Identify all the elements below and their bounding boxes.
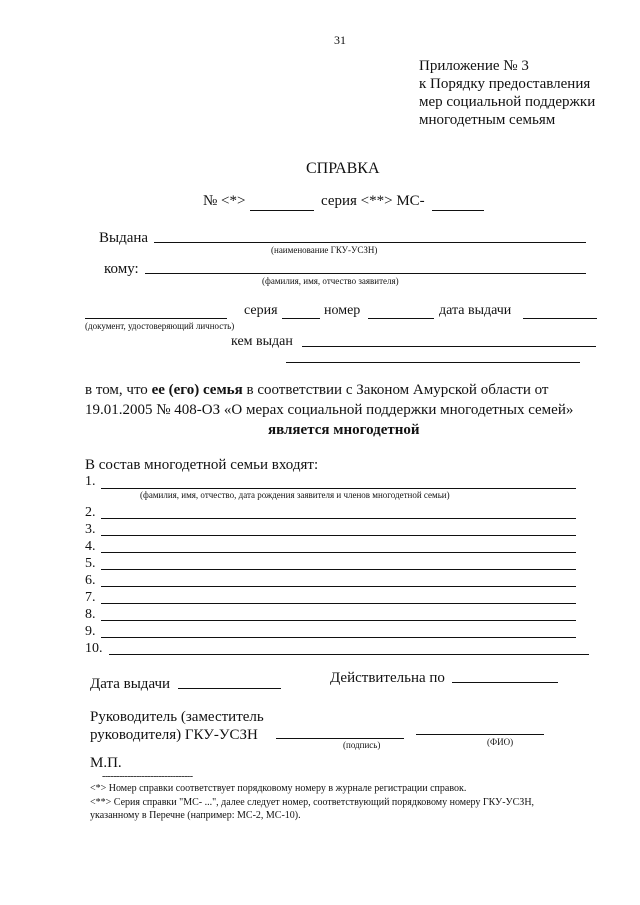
issued-caption: (наименование ГКУ-УСЗН) xyxy=(271,245,378,255)
family-member-field-9[interactable] xyxy=(101,637,576,638)
id-series-field[interactable] xyxy=(282,318,320,319)
certificate-number-field[interactable] xyxy=(250,210,314,211)
footnote-separator: -------------------------------- xyxy=(102,771,193,782)
family-member-field-3[interactable] xyxy=(101,535,576,536)
signature-field[interactable] xyxy=(276,738,404,739)
stamp-place: М.П. xyxy=(90,755,122,771)
full-name-caption: (ФИО) xyxy=(487,737,514,747)
certificate-series-label: серия <**> МС- xyxy=(321,193,425,209)
id-number-field[interactable] xyxy=(368,318,434,319)
statement-family-bold: ее (его) семья xyxy=(151,382,243,398)
issue-date-field[interactable] xyxy=(178,688,281,689)
document-title: СПРАВКА xyxy=(306,160,380,177)
valid-until-label: Действительна по xyxy=(330,670,445,686)
family-item-number-8: 8. xyxy=(85,607,96,622)
family-heading: В состав многодетной семьи входят: xyxy=(85,457,319,473)
certificate-number-label: № <*> xyxy=(203,193,246,209)
family-member-field-10[interactable] xyxy=(109,654,589,655)
statement-line-3: является многодетной xyxy=(268,422,420,438)
family-caption: (фамилия, имя, отчество, дата рождения заявителя и членов многодетной семьи) xyxy=(140,490,450,500)
family-member-field-1[interactable] xyxy=(101,488,576,489)
id-document-type-field[interactable] xyxy=(85,318,227,319)
family-member-field-5[interactable] xyxy=(101,569,576,570)
statement-line-2: 19.01.2005 № 408-ОЗ «О мерах социальной поддержки многодетных семей» xyxy=(85,402,574,418)
family-item-number-1: 1. xyxy=(85,474,96,489)
appendix-line-4: многодетным семьям xyxy=(419,112,556,128)
statement-line-1 xyxy=(85,383,548,398)
signature-caption: (подпись) xyxy=(343,740,381,750)
issued-by-label: кем выдан xyxy=(231,334,293,349)
id-number-label: номер xyxy=(324,303,361,318)
family-member-field-2[interactable] xyxy=(101,518,576,519)
page-number: 31 xyxy=(334,33,346,47)
appendix-line-2: к Порядку предоставления xyxy=(419,76,591,92)
statement-prefix: в том, что xyxy=(85,382,152,398)
family-member-field-4[interactable] xyxy=(101,552,576,553)
id-date-label: дата выдачи xyxy=(439,303,512,318)
family-item-number-10: 10. xyxy=(85,641,103,656)
id-date-field[interactable] xyxy=(523,318,597,319)
family-member-field-7[interactable] xyxy=(101,603,576,604)
head-title-line-1: Руководитель (заместитель xyxy=(90,709,264,725)
footnote-2: <**> Серия справки "МС- ...", далее следует номер, соответствующий порядковому номеру ГКУ-УСЗН, xyxy=(90,797,535,808)
issued-by-field-continued[interactable] xyxy=(286,362,580,363)
appendix-line-3: мер социальной поддержки xyxy=(419,94,596,110)
full-name-field[interactable] xyxy=(416,734,544,735)
issue-date-label: Дата выдачи xyxy=(90,676,171,692)
footnote-3: указанному в Перечне (например: МС-2, МС-10). xyxy=(90,810,301,821)
family-item-number-9: 9. xyxy=(85,624,96,639)
footnote-1: <*> Номер справки соответствует порядковому номеру в журнале регистрации справок. xyxy=(90,783,467,794)
family-item-number-5: 5. xyxy=(85,556,96,571)
family-item-number-7: 7. xyxy=(85,590,96,605)
family-item-number-6: 6. xyxy=(85,573,96,588)
id-series-label: серия xyxy=(244,303,278,318)
to-whom-field[interactable] xyxy=(145,273,586,274)
family-member-field-6[interactable] xyxy=(101,586,576,587)
statement-suffix: в соответствии с Законом Амурской области от xyxy=(242,382,549,398)
family-item-number-4: 4. xyxy=(85,539,96,554)
to-whom-caption: (фамилия, имя, отчество заявителя) xyxy=(262,276,399,286)
family-item-number-2: 2. xyxy=(85,505,96,520)
certificate-series-field[interactable] xyxy=(432,210,484,211)
issued-field[interactable] xyxy=(154,242,586,243)
to-whom-label: кому: xyxy=(104,261,139,277)
issued-label: Выдана xyxy=(99,230,149,246)
appendix-line-1: Приложение № 3 xyxy=(419,58,529,74)
family-item-number-3: 3. xyxy=(85,522,96,537)
valid-until-field[interactable] xyxy=(452,682,558,683)
issued-by-field[interactable] xyxy=(302,346,596,347)
id-document-caption: (документ, удостоверяющий личность) xyxy=(85,321,235,331)
family-member-field-8[interactable] xyxy=(101,620,576,621)
head-title-line-2: руководителя) ГКУ-УСЗН xyxy=(90,727,258,743)
